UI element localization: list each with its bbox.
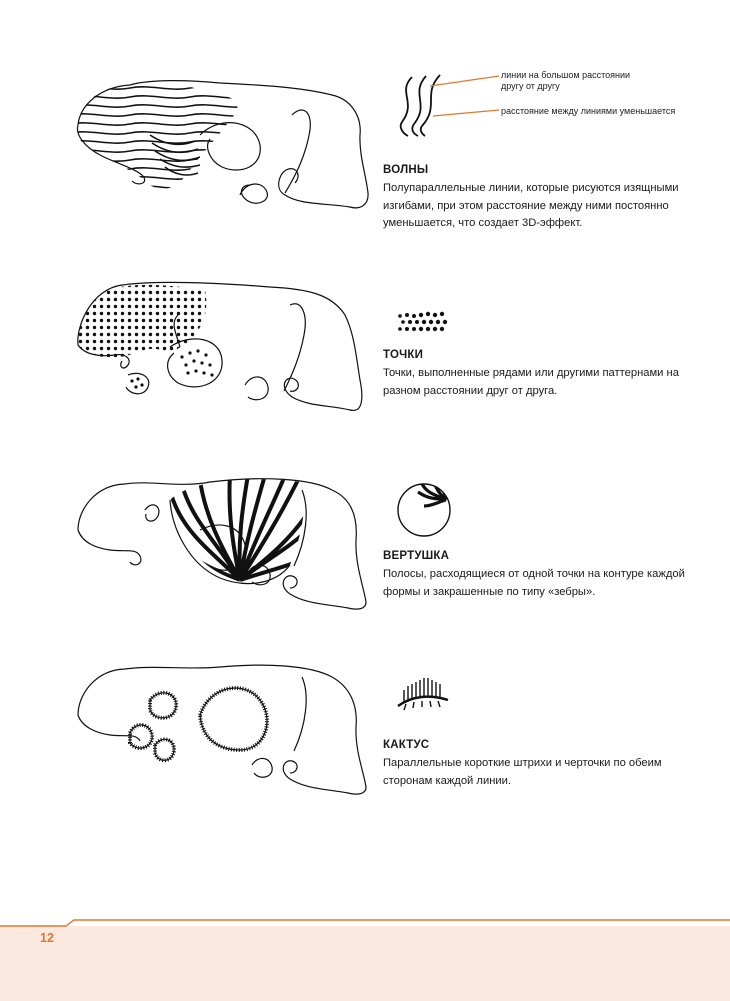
pinwheel-swatch (394, 480, 454, 540)
dots-title: ТОЧКИ (383, 349, 424, 361)
pinwheel-drawing (70, 470, 370, 620)
footer-band (0, 926, 730, 1001)
cactus-swatch (396, 672, 450, 712)
annotation-far-lines: линии на большом расстоянии другу от другу (501, 70, 631, 91)
cactus-title: КАКТУС (383, 739, 430, 751)
pinwheel-title: ВЕРТУШКА (383, 550, 450, 562)
annotation-leader-lines (425, 70, 505, 125)
dots-entry (383, 349, 693, 400)
waves-entry (383, 164, 693, 233)
dots-swatch (396, 310, 450, 336)
dots-description: Точки, выполненные рядами или другими паттернами на разном расстоянии друг от друга. (383, 367, 679, 397)
cactus-entry (383, 739, 693, 790)
cactus-description: Параллельные короткие штрихи и черточки по обеим сторонам каждой линии. (383, 757, 662, 787)
footer-rule (0, 918, 730, 932)
annotation-narrowing: расстояние между линиями уменьшается (501, 106, 676, 116)
cactus-drawing (70, 655, 370, 805)
waves-description: Полупараллельные линии, которые рисуются изящными изгибами, при этом расстояние между ними постоянно уменьшается, что создает 3D-эффект. (383, 182, 679, 229)
pinwheel-entry (383, 550, 693, 601)
dots-drawing (70, 275, 370, 425)
waves-title: ВОЛНЫ (383, 164, 429, 176)
waves-drawing (70, 75, 370, 225)
page-number: 12 (40, 931, 54, 945)
pinwheel-description: Полосы, расходящиеся от одной точки на контуре каждой формы и закрашенные по типу «зебры». (383, 568, 685, 598)
